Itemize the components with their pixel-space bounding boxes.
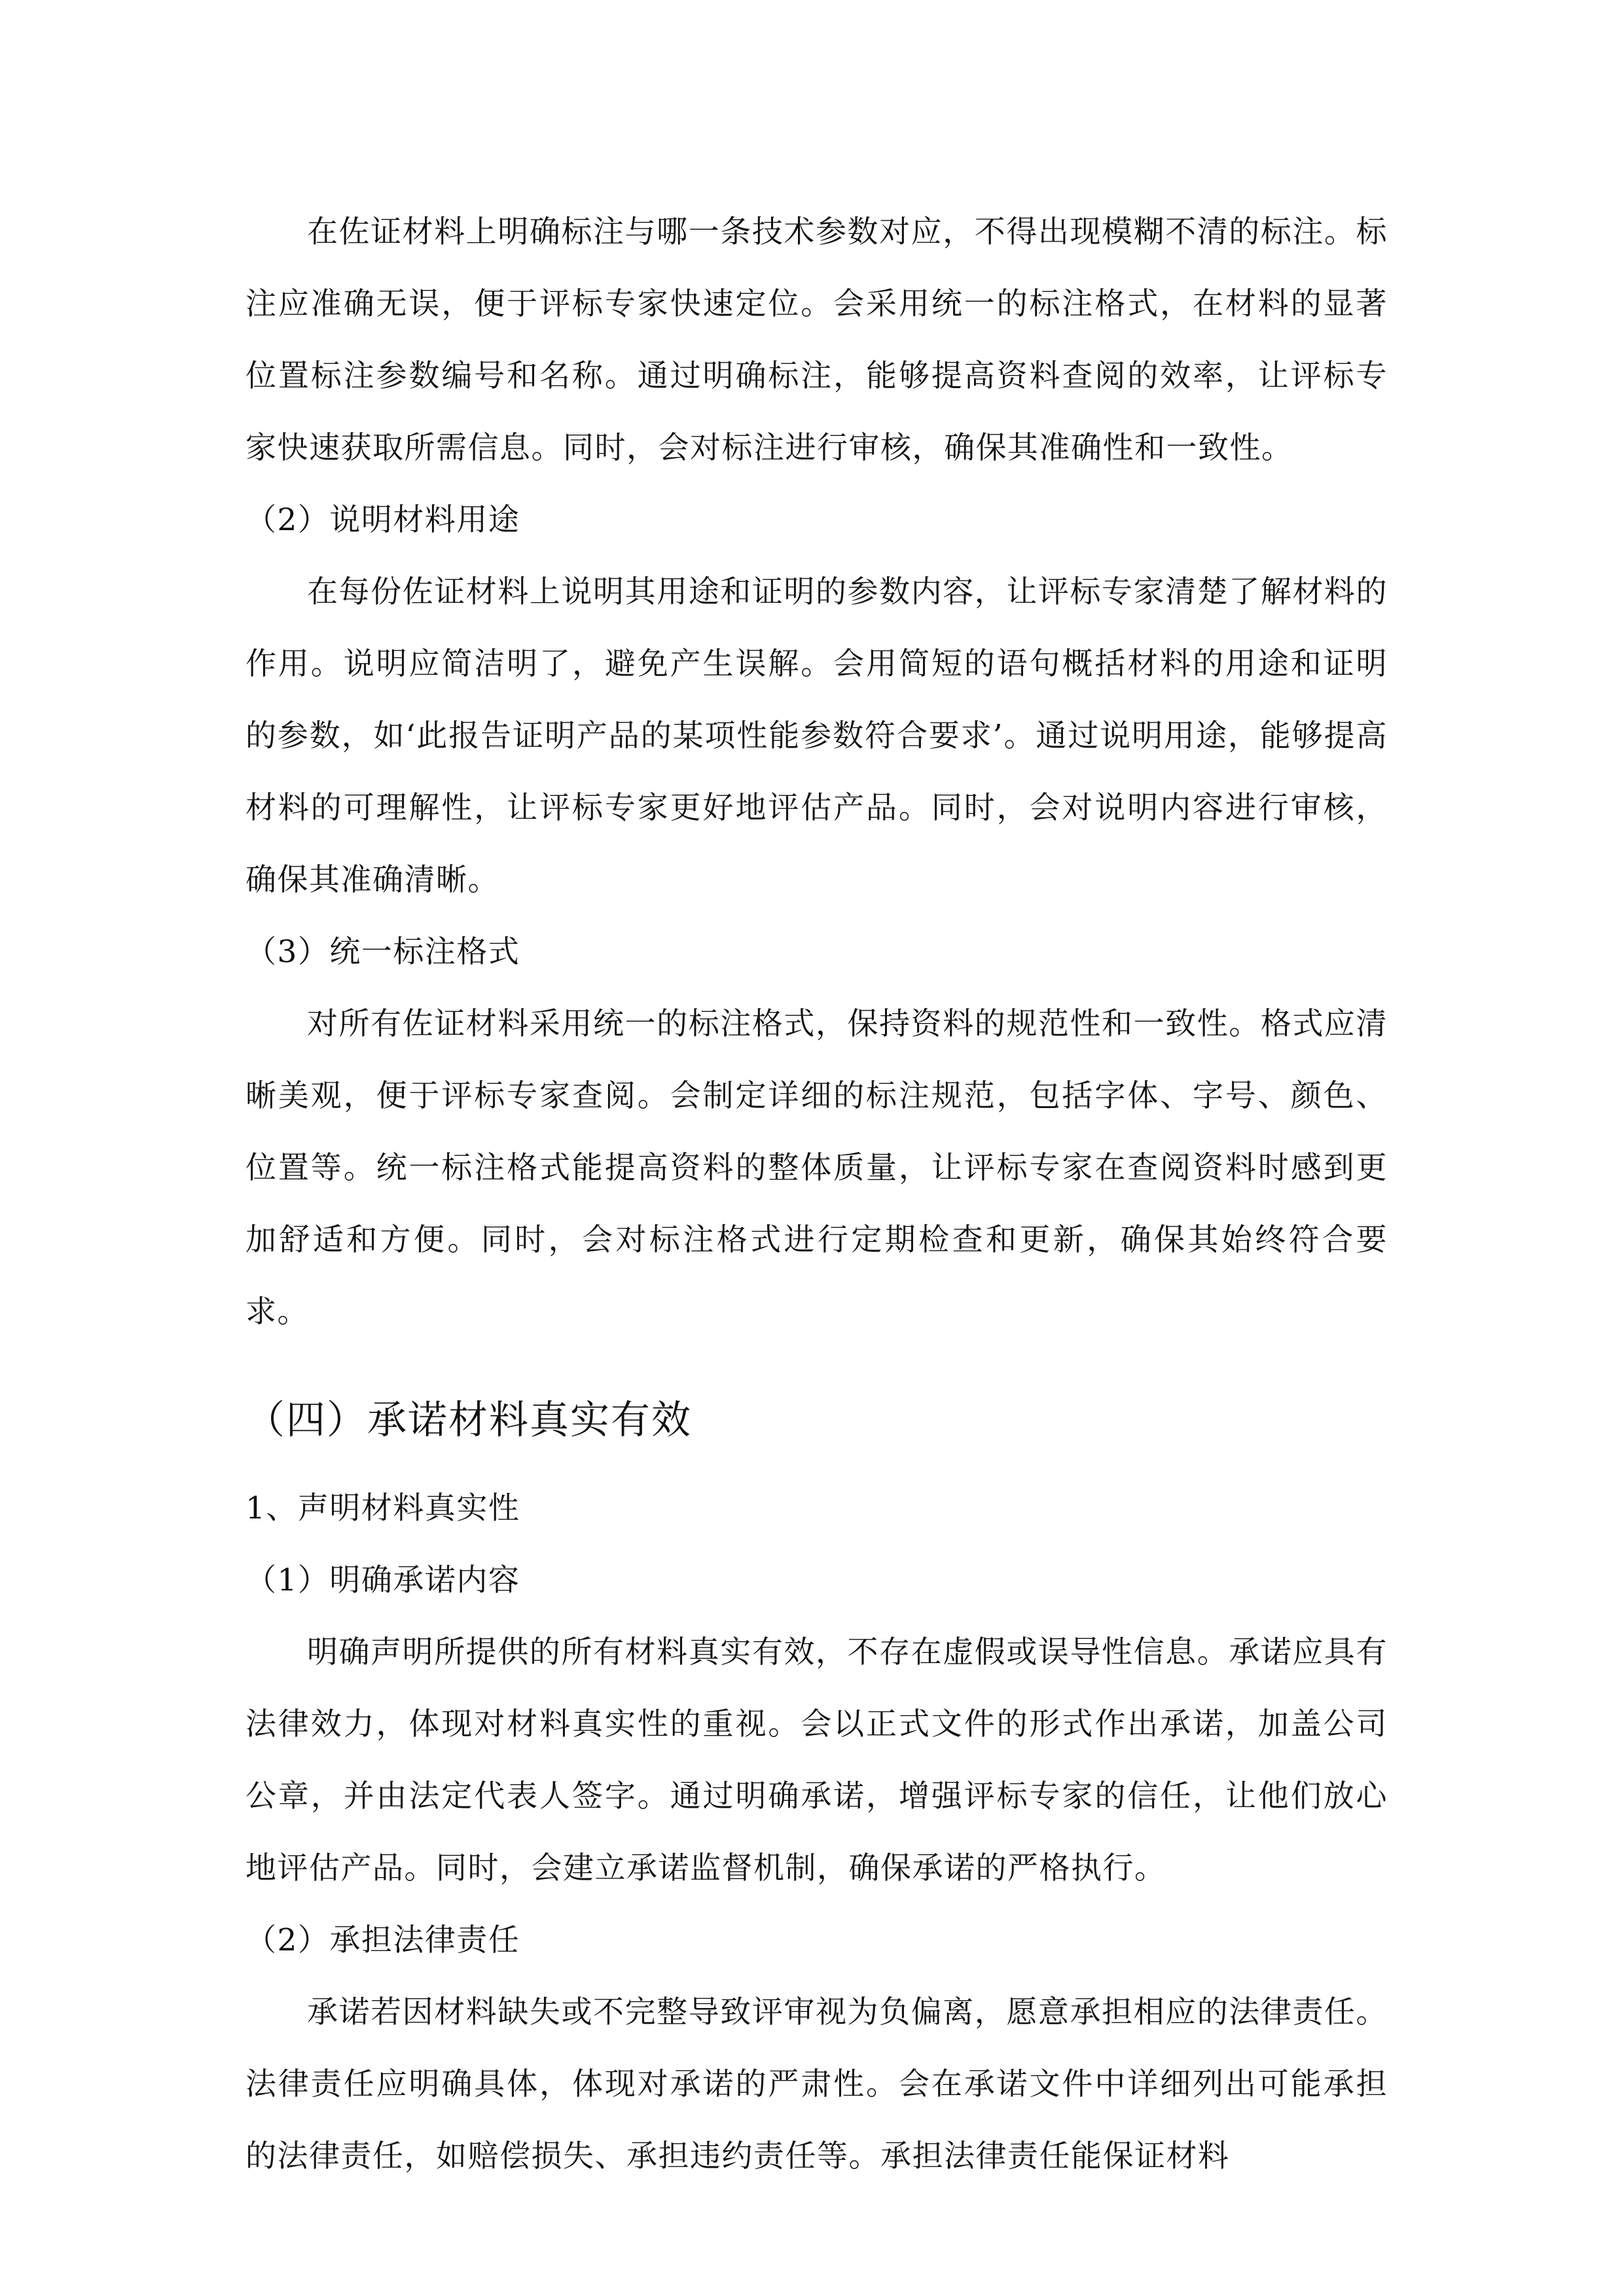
section-heading-commitment: （四）承诺材料真实有效: [245, 1397, 692, 1443]
paragraph-annotation-requirement: 在佐证材料上明确标注与哪一条技术参数对应，不得出现模糊不清的标注。标注应准确无误，便于评标专家快速定位。会采用统一的标注格式，在材料的显著位置标注参数编号和名称。通过明确标注，能够提高资料查阅的效率，让评标专家快速获取所需信息。同时，会对标注进行审核，确保其准确性和一致性。: [245, 214, 1388, 466]
paragraph-commitment-content: 明确声明所提供的所有材料真实有效，不存在虚假或误导性信息。承诺应具有法律效力，体现对材料真实性的重视。会以正式文件的形式作出承诺，加盖公司公章，并由法定代表人签字。通过明确承诺，增强评标专家的信任，让他们放心地评估产品。同时，会建立承诺监督机制，确保承诺的严格执行。: [245, 1634, 1388, 1886]
subheading-unified-format: （3）统一标注格式: [245, 934, 520, 970]
paragraph-material-purpose: 在每份佐证材料上说明其用途和证明的参数内容，让评标专家清楚了解材料的作用。说明应简洁明了，避免产生误解。会用简短的语句概括材料的用途和证明的参数，如‘此报告证明产品的某项性能参数符合要求’。通过说明用途，能够提高材料的可理解性，让评标专家更好地评估产品。同时，会对说明内容进行审核，确保其准确清晰。: [245, 574, 1388, 898]
subheading-commitment-content: （1）明确承诺内容: [245, 1562, 520, 1598]
subheading-material-purpose: （2）说明材料用途: [245, 502, 520, 538]
paragraph-legal-liability: 承诺若因材料缺失或不完整导致评审视为负偏离，愿意承担相应的法律责任。法律责任应明确具体，体现对承诺的严肃性。会在承诺文件中详细列出可能承担的法律责任，如赔偿损失、承担违约责任等。承担法律责任能保证材料: [245, 1994, 1388, 2174]
document-page: [245, 196, 1388, 2193]
paragraph-unified-format: 对所有佐证材料采用统一的标注格式，保持资料的规范性和一致性。格式应清晰美观，便于评标专家查阅。会制定详细的标注规范，包括字体、字号、颜色、位置等。统一标注格式能提高资料的整体质量，让评标专家在查阅资料时感到更加舒适和方便。同时，会对标注格式进行定期检查和更新，确保其始终符合要求。: [245, 1006, 1388, 1330]
list-item-declare-authenticity: 1、声明材料真实性: [245, 1490, 520, 1526]
subheading-legal-liability: （2）承担法律责任: [245, 1922, 520, 1958]
